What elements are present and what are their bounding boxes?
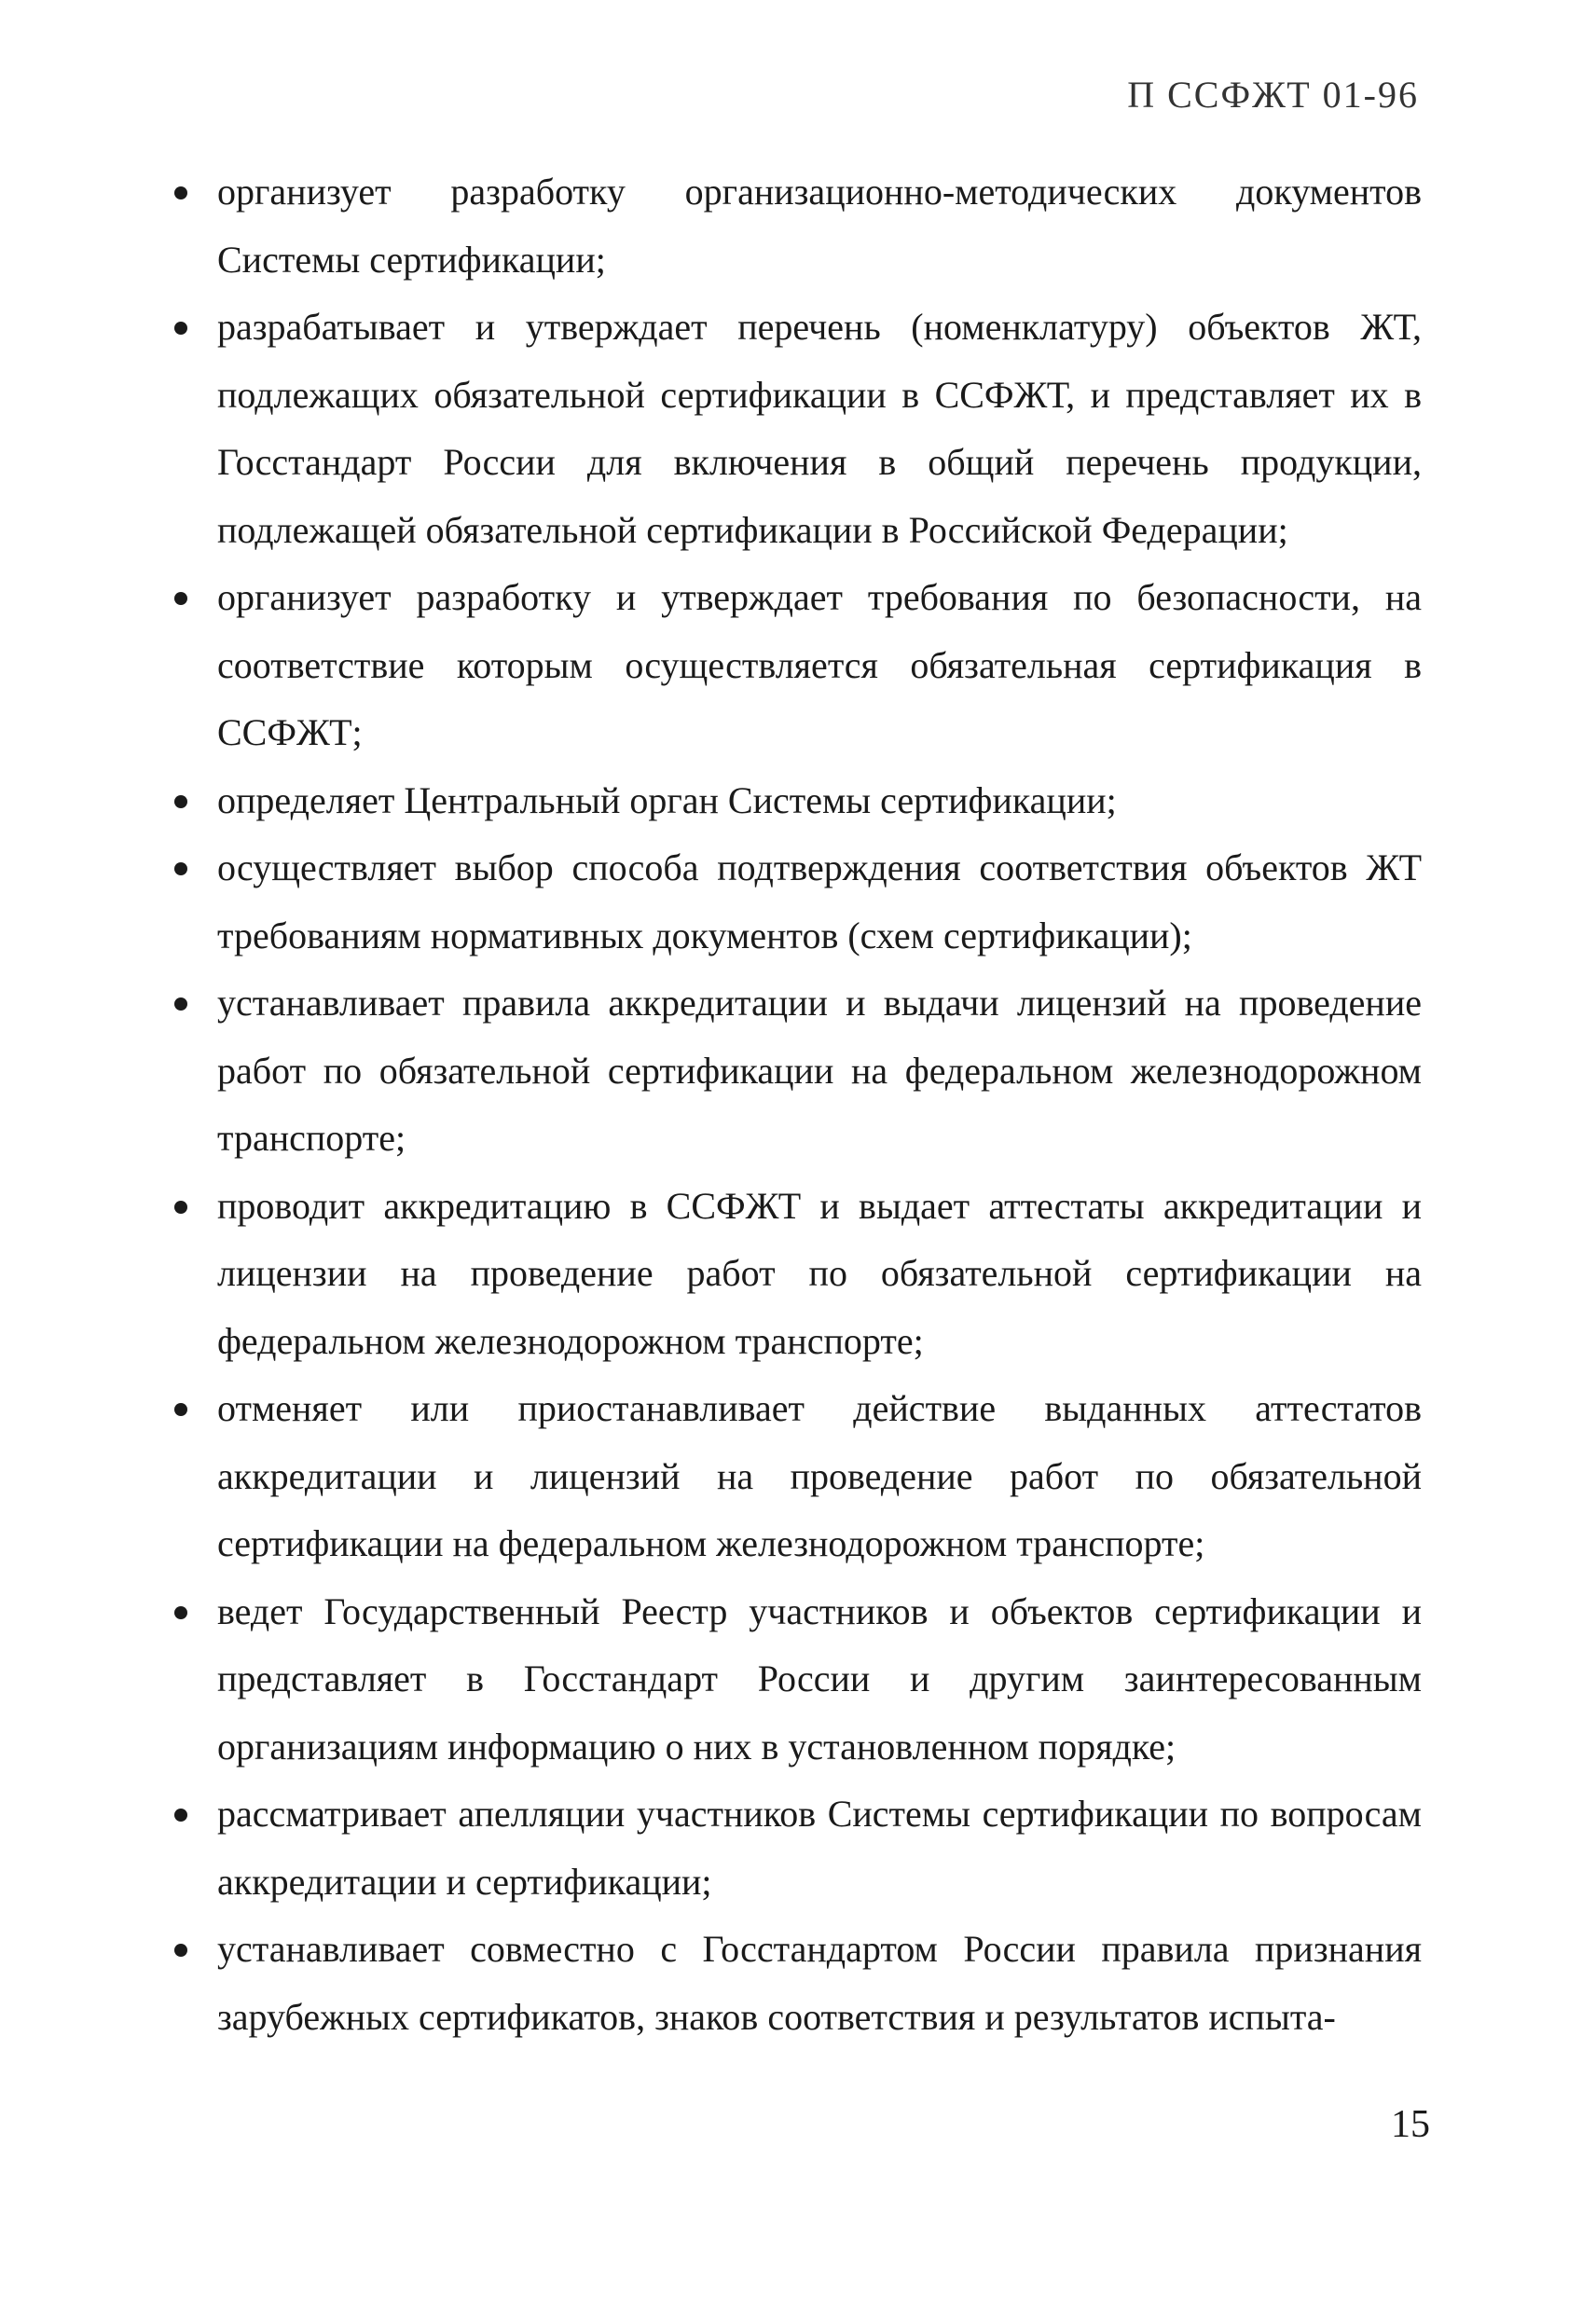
list-item [172, 1173, 1422, 1376]
list-item-text: разрабатывает и утверждает перечень (номенклатуру) объектов ЖТ, подлежащих обязательной сертификации в ССФЖТ, и представляет их в Госстандарт России для включения в общий перечень продукции, подлежащей обязательной сертификации в Российской Федерации; [217, 306, 1422, 551]
functions-bullet-list [172, 158, 1422, 2051]
bullet-icon [174, 1606, 187, 1619]
bullet-icon [174, 1809, 187, 1822]
bullet-icon [174, 186, 187, 199]
document-code-header: П ССФЖТ 01-96 [1127, 74, 1419, 116]
bullet-icon [174, 1201, 187, 1214]
list-item [172, 970, 1422, 1173]
list-item-text: устанавливает совместно с Госстандартом России правила признания зарубежных сертификатов, знаков соответствия и результатов испыта- [217, 1928, 1422, 2038]
list-item [172, 767, 1422, 835]
bullet-icon [174, 997, 187, 1011]
page-number: 15 [1391, 2103, 1430, 2146]
list-item-text: организует разработку организационно-методических документов Системы сертификации; [217, 171, 1422, 281]
list-item-text: проводит аккредитацию в ССФЖТ и выдает аттестаты аккредитации и лицензии на проведение работ по обязательной сертификации на федеральном железнодорожном транспорте; [217, 1184, 1422, 1362]
bullet-icon [174, 795, 187, 808]
list-item-text: осуществляет выбор способа подтверждения соответствия объектов ЖТ требованиям нормативных документов (схем сертификации); [217, 846, 1422, 956]
list-item [172, 1375, 1422, 1578]
list-item [172, 564, 1422, 767]
list-item [172, 1916, 1422, 2051]
list-item-text: отменяет или приостанавливает действие выданных аттестатов аккредитации и лицензий на проведение работ по обязательной сертификации на федеральном железнодорожном транспорте; [217, 1387, 1422, 1564]
bullet-icon [174, 1403, 187, 1416]
list-item-text: организует разработку и утверждает требования по безопасности, на соответствие которым осуществляется обязательная сертификация в ССФЖТ; [217, 576, 1422, 753]
list-item [172, 1578, 1422, 1781]
bullet-icon [174, 592, 187, 605]
bullet-icon [174, 862, 187, 875]
list-item [172, 294, 1422, 564]
list-item-text: устанавливает правила аккредитации и выдачи лицензий на проведение работ по обязательной сертификации на федеральном железнодорожном транспорте; [217, 982, 1422, 1159]
list-item-text: ведет Государственный Реестр участников и объектов сертификации и представляет в Госстандарт России и другим заинтересованным организациям информацию о них в установленном порядке; [217, 1589, 1422, 1768]
list-item-text: определяет Центральный орган Системы сертификации; [217, 778, 1117, 821]
list-item [172, 158, 1422, 294]
list-item [172, 1781, 1422, 1916]
list-item [172, 834, 1422, 970]
bullet-icon [174, 1944, 187, 1957]
list-item-text: рассматривает апелляции участников Системы сертификации по вопросам аккредитации и сертификации; [217, 1793, 1422, 1903]
bullet-icon [174, 322, 187, 335]
